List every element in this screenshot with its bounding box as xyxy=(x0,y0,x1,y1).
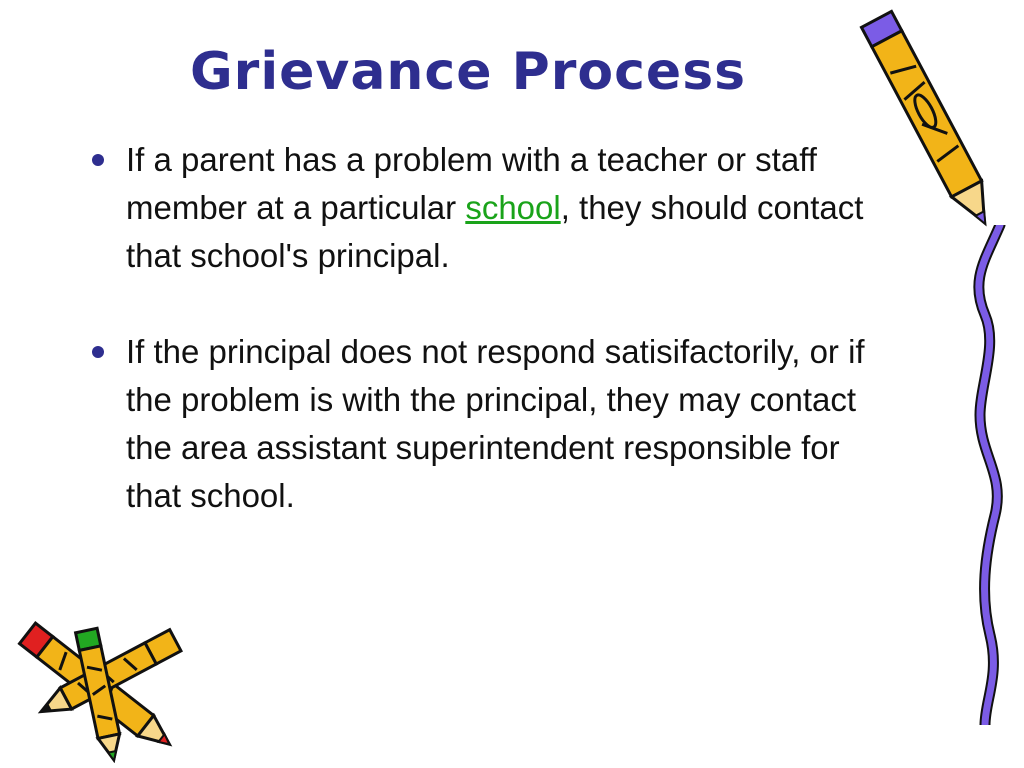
bullet-text: If the principal does not respond satisifactorily, or if the problem is with the principal, they may contact the area assistant superintendent responsible for that school. xyxy=(126,333,865,514)
crossed-pencils-icon xyxy=(0,615,210,765)
bullet-text-before: If a parent has a problem with a teacher or staff member at a particular xyxy=(126,141,817,226)
pencil-icon xyxy=(855,0,1005,245)
bullet-list xyxy=(88,136,888,568)
bullet-item xyxy=(88,136,888,280)
school-link[interactable]: school xyxy=(465,189,561,226)
wavy-line-icon xyxy=(960,225,1024,725)
slide-title: Grievance Process xyxy=(190,42,747,102)
bullet-dot-icon xyxy=(92,346,104,358)
bullet-text-after: , they should contact that school's principal. xyxy=(126,189,864,274)
bullet-dot-icon xyxy=(92,154,104,166)
bullet-item xyxy=(88,328,888,520)
